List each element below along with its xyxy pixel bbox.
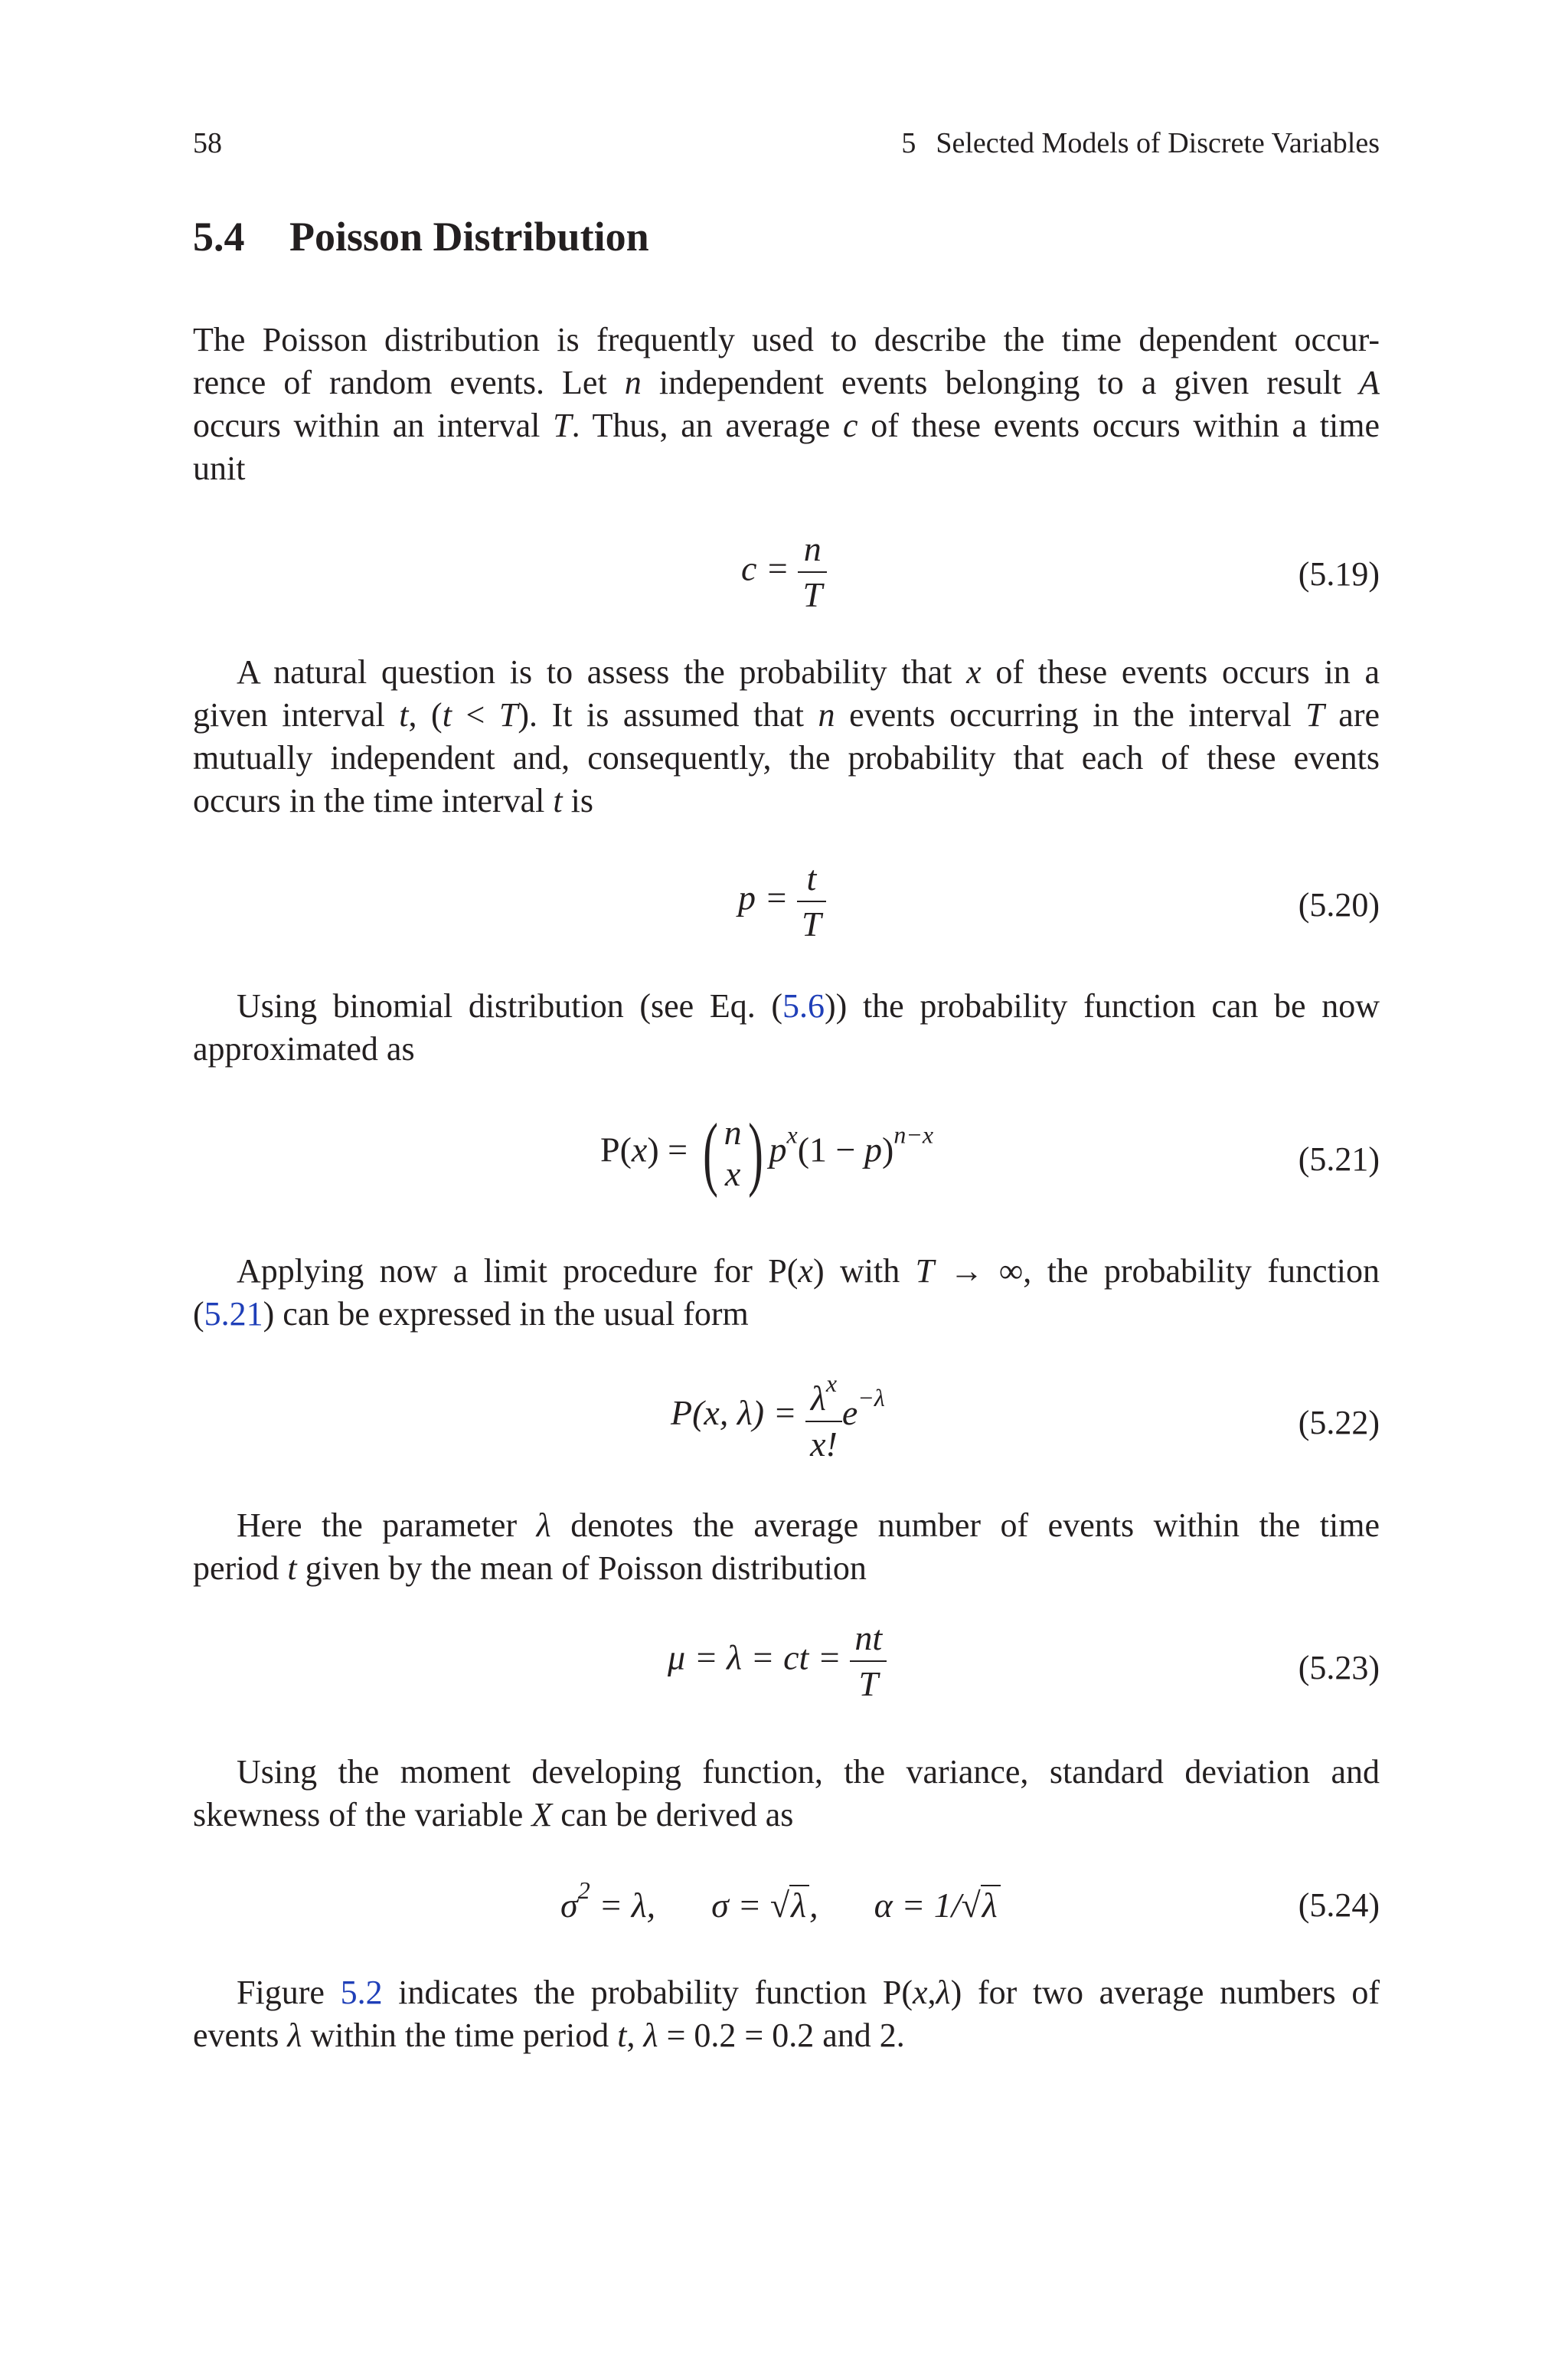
text-line: occurs within an interval T. Thus, an average c of these events occurs within a time bbox=[193, 407, 1380, 444]
text-line: Applying now a limit procedure for P(x) with T → ∞, the probability function bbox=[237, 1252, 1380, 1290]
link-eq-5-6[interactable]: 5.6 bbox=[782, 987, 825, 1025]
paragraph-figure-ref bbox=[193, 1971, 1380, 2057]
text-line: unit bbox=[193, 450, 246, 487]
text-line: period t given by the mean of Poisson distribution bbox=[193, 1549, 867, 1587]
page-number: 58 bbox=[193, 127, 222, 159]
equation-number: (5.20) bbox=[1298, 886, 1380, 924]
equation-number: (5.22) bbox=[1298, 1404, 1380, 1441]
running-header bbox=[901, 129, 1380, 158]
section-number: 5.4 bbox=[193, 214, 245, 260]
text-line: Here the parameter λ denotes the average number of events within the time bbox=[237, 1506, 1380, 1544]
equation-number: (5.24) bbox=[1298, 1886, 1380, 1924]
equation-5-21: P(x) = ( n x ) $p^x(1 - p)^{n-x}$ bbox=[600, 1107, 934, 1199]
equation-5-22: P(x, λ) = $\frac{\lambda^x}{x!}$ $e^{-\lambda}$ bbox=[671, 1369, 885, 1464]
chapter-title: Selected Models of Discrete Variables bbox=[936, 127, 1380, 159]
link-eq-5-21[interactable]: 5.21 bbox=[204, 1295, 263, 1333]
link-figure-5-2[interactable]: 5.2 bbox=[340, 1974, 383, 2011]
binomial-coefficient: ( n x ) bbox=[702, 1107, 763, 1199]
paragraph-moments bbox=[193, 1751, 1380, 1837]
equation-number: (5.19) bbox=[1298, 555, 1380, 593]
equation-number: (5.23) bbox=[1298, 1649, 1380, 1686]
equation-5-19: c = $\frac{n}{T}$ bbox=[741, 532, 827, 613]
text-line: approximated as bbox=[193, 1030, 415, 1068]
section-heading bbox=[193, 214, 649, 260]
equation-5-20: p = $\frac{t}{T}$ bbox=[738, 861, 826, 942]
chapter-number: 5 bbox=[901, 127, 916, 159]
text-line: given interval t, (t < T). It is assumed that n events occurring in the interval T are bbox=[193, 696, 1380, 734]
text-line: Using the moment developing function, the variance, standard deviation and bbox=[237, 1753, 1380, 1791]
paragraph-limit bbox=[193, 1250, 1380, 1336]
text-line: rence of random events. Let n independent events belonging to a given result A bbox=[193, 364, 1380, 401]
text-line: A natural question is to assess the probability that x of these events occurs in a bbox=[237, 653, 1380, 691]
section-title: Poisson Distribution bbox=[289, 214, 649, 260]
text-line: (5.21) can be expressed in the usual form bbox=[193, 1295, 749, 1333]
text-line: skewness of the variable X can be derived as bbox=[193, 1796, 794, 1833]
text-line: occurs in the time interval t is bbox=[193, 782, 593, 819]
paragraph-parameter bbox=[193, 1504, 1380, 1590]
text-line: The Poisson distribution is frequently used to describe the time dependent occur- bbox=[193, 321, 1380, 358]
equation-5-23: μ = λ = ct = $\frac{nt}{T}$ bbox=[668, 1621, 887, 1702]
text-line: events λ within the time period t, λ = 0.2 = 0.2 and 2. bbox=[193, 2017, 905, 2054]
text-line: Figure 5.2 indicates the probability function P(x,λ) for two average numbers of bbox=[237, 1974, 1380, 2011]
paragraph-binomial bbox=[193, 985, 1380, 1071]
text-line: mutually independent and, consequently, the probability that each of these events bbox=[193, 739, 1380, 777]
text-line: Using binomial distribution (see Eq. (5.6)) the probability function can be now bbox=[237, 987, 1380, 1025]
paragraph-intro bbox=[193, 319, 1380, 490]
equation-5-24: $\sigma^2 = \lambda$, σ = √λ, α = 1/√λ bbox=[560, 1878, 1001, 1923]
equation-number: (5.21) bbox=[1298, 1140, 1380, 1178]
paragraph-question bbox=[193, 651, 1380, 823]
